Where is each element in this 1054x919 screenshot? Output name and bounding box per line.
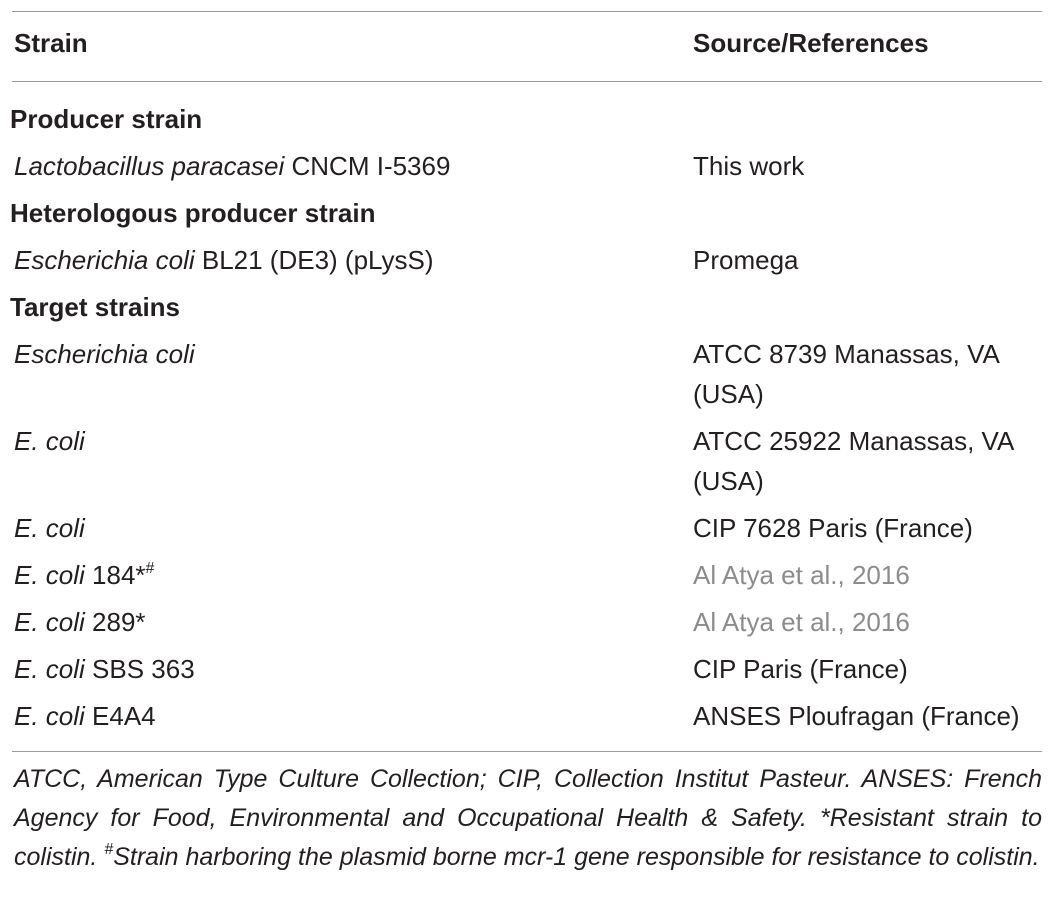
section-row [0,102,1054,149]
source-line: Al Atya et al., 2016 [693,560,910,590]
table-row [0,652,1054,699]
strain-species: Lactobacillus paracasei [14,151,285,181]
source-cell [693,146,804,186]
strain-species: Escherichia coli [14,339,195,369]
header-rule [12,81,1042,82]
strain-cell [14,699,156,733]
strain-superscript: # [145,560,155,577]
strain-cell [14,337,195,371]
header-source: Source/References [693,28,929,58]
reference-link[interactable] [693,555,910,595]
source-cell [693,649,908,689]
source-cell [693,508,973,548]
source-cell [693,240,799,280]
table-footnote [14,760,1042,877]
table-row [0,337,1054,409]
footnote-text-1: ATCC, American Type Culture Collection; CIP, Collection Institut Pasteur. ANSES: French Agency for Food, Environmental and Occupational Health & Safety. *Resistant strain to colistin. [14,765,1042,871]
table-row [0,243,1054,290]
source-line: Promega [693,245,799,275]
section-label: Producer strain [10,104,203,134]
strain-designation: 184* [84,560,146,590]
source-line: ATCC 8739 Manassas, VA [693,339,1000,369]
strain-designation: CNCM I-5369 [284,151,451,181]
strain-cell [14,652,195,686]
strain-species: E. coli [14,560,85,590]
strain-designation: 289* [84,607,146,637]
strain-species: E. coli [14,426,85,456]
bottom-rule [12,751,1042,752]
top-rule [12,11,1042,12]
table-row [0,424,1054,496]
strain-species: Escherichia coli [14,245,195,275]
strain-species: E. coli [14,701,85,731]
strain-designation: SBS 363 [84,654,195,684]
section-label: Heterologous producer strain [10,198,376,228]
source-cell [693,696,1020,736]
strain-cell [14,511,85,545]
header-strain: Strain [14,28,88,58]
source-line: Al Atya et al., 2016 [693,607,910,637]
section-row [0,290,1054,337]
table-row [0,149,1054,196]
strain-designation: E4A4 [84,701,156,731]
footnote-text-2: Strain harboring the plasmid borne mcr-1 gene responsible for resistance to colistin. [113,843,1040,871]
table-row [0,511,1054,558]
table-row [0,558,1054,605]
footnote-hash-mark: # [104,841,114,858]
strain-designation: BL21 (DE3) (pLysS) [194,245,434,275]
source-cell [693,334,1000,414]
strain-cell [14,149,450,183]
source-line: CIP 7628 Paris (France) [693,513,973,543]
source-line: CIP Paris (France) [693,654,908,684]
strain-cell [14,558,154,592]
strain-species: E. coli [14,654,85,684]
strain-cell [14,605,146,639]
strain-species: E. coli [14,513,85,543]
source-line: (USA) [693,466,764,496]
source-line: This work [693,151,805,181]
section-label: Target strains [10,292,181,322]
table-row [0,699,1054,746]
reference-link[interactable] [693,602,910,642]
section-row [0,196,1054,243]
strain-cell [14,424,85,458]
table-row [0,605,1054,652]
strain-species: E. coli [14,607,85,637]
source-cell [693,421,1014,501]
source-line: ANSES Ploufragan (France) [693,701,1020,731]
strain-cell [14,243,434,277]
source-line: (USA) [693,379,764,409]
source-line: ATCC 25922 Manassas, VA [693,426,1015,456]
